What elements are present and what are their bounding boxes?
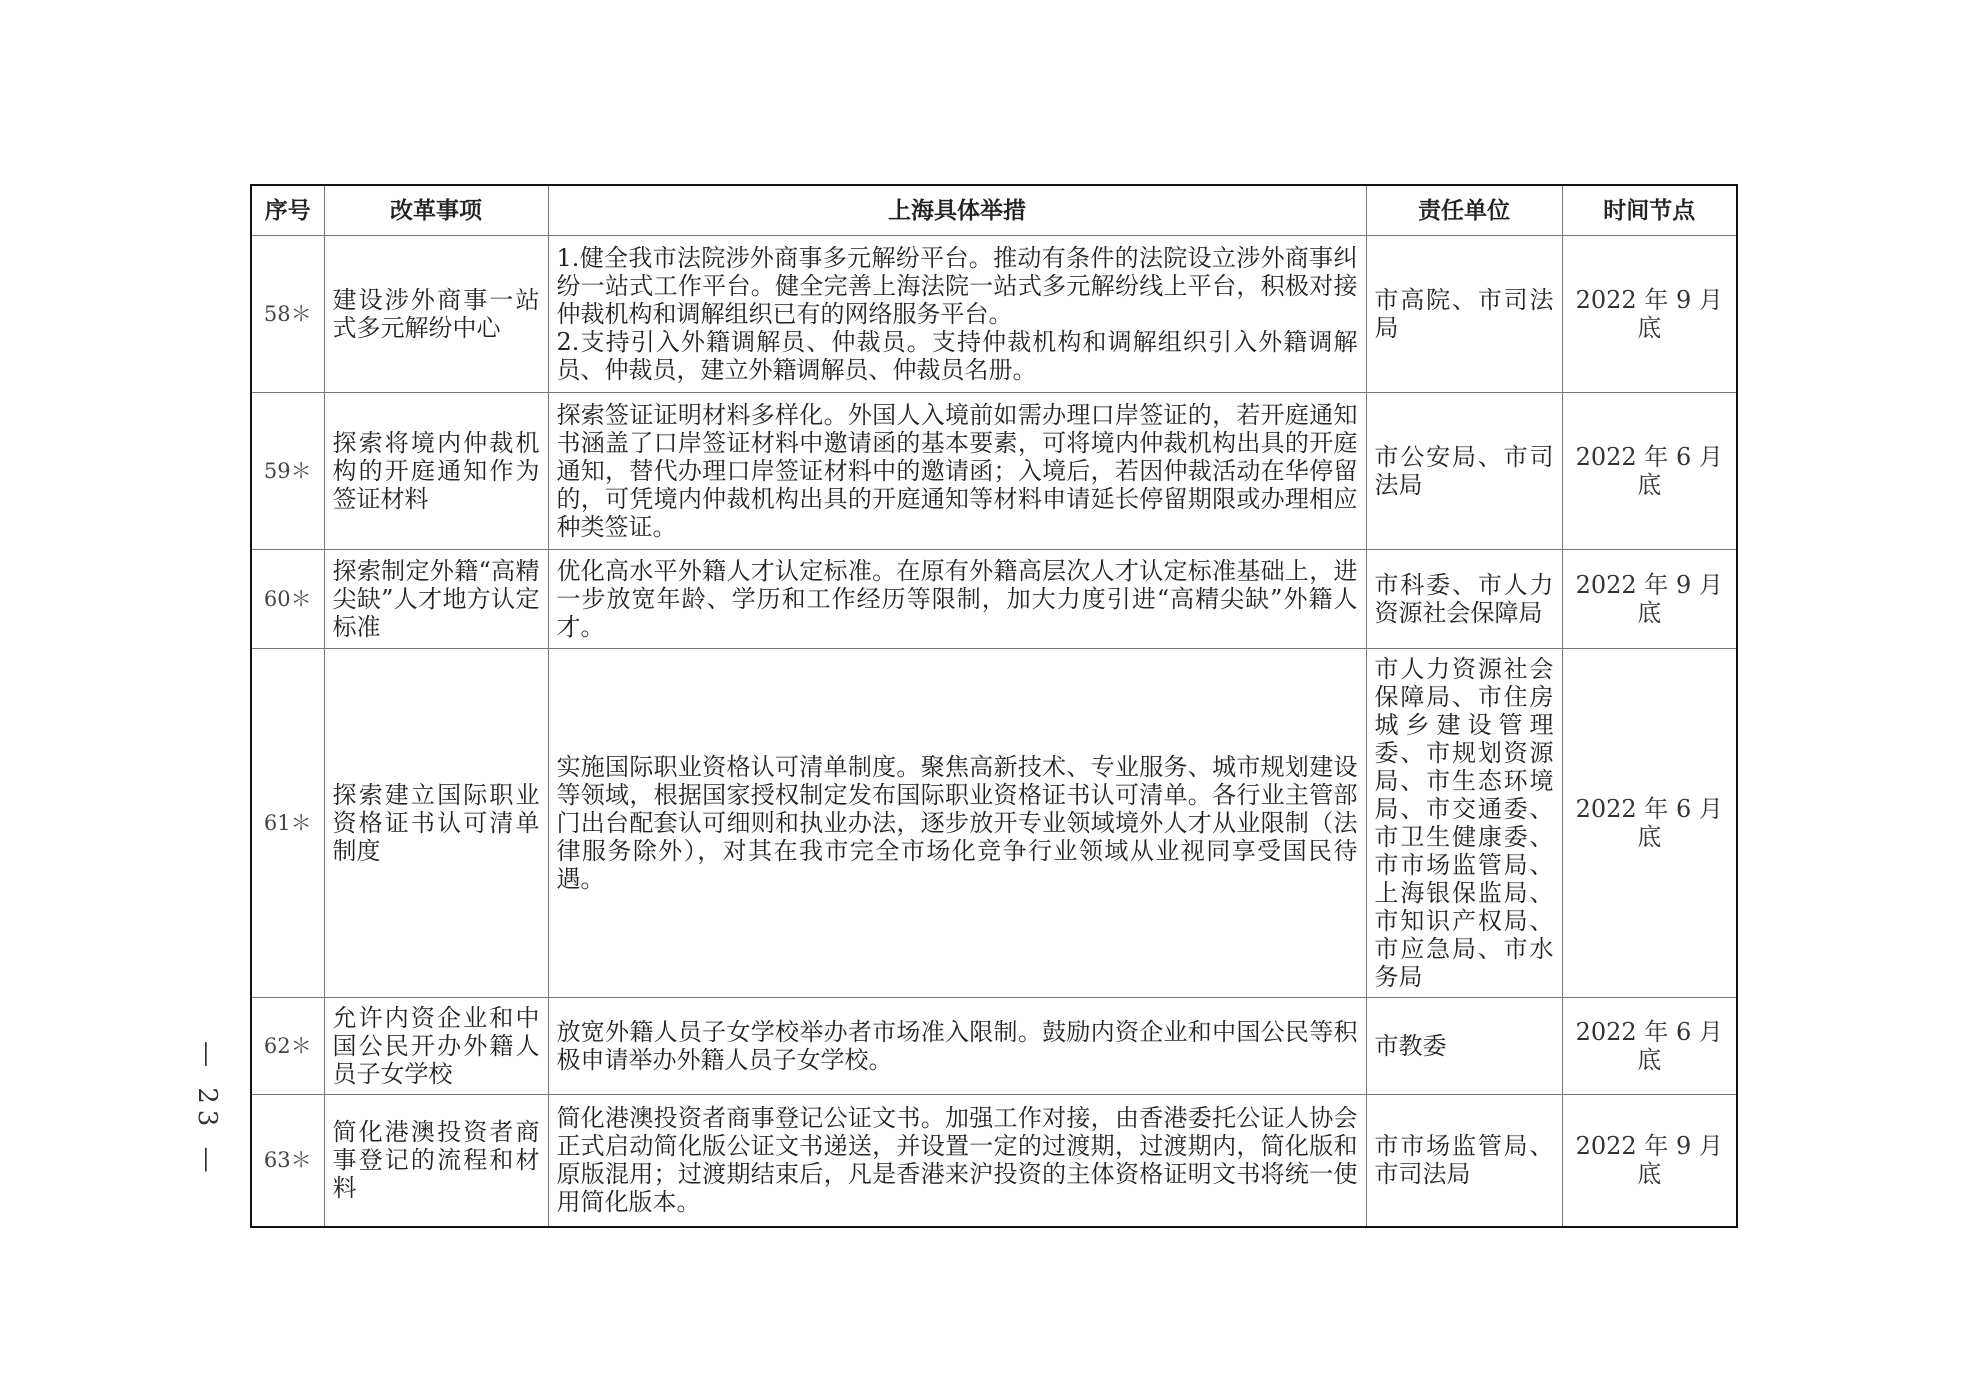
row-item: 探索制定外籍“高精尖缺”人才地方认定标准	[324, 550, 548, 649]
header-item: 改革事项	[324, 185, 548, 236]
row-measures	[548, 998, 1366, 1095]
header-seq: 序号	[251, 185, 324, 236]
row-date: 2022 年 6 月底	[1562, 649, 1737, 998]
row-unit: 市高院、市司法局	[1366, 236, 1562, 393]
measure-paragraph: 2.支持引入外籍调解员、仲裁员。支持仲裁机构和调解组织引入外籍调解员、仲裁员，建立外籍调解员、仲裁员名册。	[556, 328, 1358, 384]
row-unit: 市市场监管局、市司法局	[1366, 1095, 1562, 1227]
row-item: 简化港澳投资者商事登记的流程和材料	[324, 1095, 548, 1227]
table-row	[251, 550, 1737, 649]
table-row	[251, 649, 1737, 998]
row-measures	[548, 236, 1366, 393]
header-date: 时间节点	[1562, 185, 1737, 236]
row-seq: 58＊	[251, 236, 324, 393]
row-date: 2022 年 6 月底	[1562, 393, 1737, 550]
row-unit: 市科委、市人力资源社会保障局	[1366, 550, 1562, 649]
table-row	[251, 1095, 1737, 1227]
row-seq: 63＊	[251, 1095, 324, 1227]
row-seq: 59＊	[251, 393, 324, 550]
table-row	[251, 998, 1737, 1095]
row-date: 2022 年 9 月底	[1562, 236, 1737, 393]
measure-paragraph: 1.健全我市法院涉外商事多元解纷平台。推动有条件的法院设立涉外商事纠纷一站式工作平台。健全完善上海法院一站式多元解纷线上平台，积极对接仲裁机构和调解组织已有的网络服务平台。	[556, 244, 1358, 328]
page-number: — 23 —	[192, 1041, 222, 1179]
row-measures	[548, 649, 1366, 998]
row-date: 2022 年 6 月底	[1562, 998, 1737, 1095]
row-unit: 市人力资源社会保障局、市住房城乡建设管理委、市规划资源局、市生态环境局、市交通委、市卫生健康委、市市场监管局、上海银保监局、市知识产权局、市应急局、市水务局	[1366, 649, 1562, 998]
measure-paragraph: 放宽外籍人员子女学校举办者市场准入限制。鼓励内资企业和中国公民等积极申请举办外籍人员子女学校。	[556, 1018, 1358, 1074]
measure-paragraph: 优化高水平外籍人才认定标准。在原有外籍高层次人才认定标准基础上，进一步放宽年龄、学历和工作经历等限制，加大力度引进“高精尖缺”外籍人才。	[556, 557, 1358, 641]
table-row	[251, 393, 1737, 550]
row-unit: 市公安局、市司法局	[1366, 393, 1562, 550]
row-seq: 61＊	[251, 649, 324, 998]
header-unit: 责任单位	[1366, 185, 1562, 236]
reform-measures-table	[250, 184, 1738, 1228]
header-measures: 上海具体举措	[548, 185, 1366, 236]
table-header-row	[251, 185, 1737, 236]
table-row	[251, 236, 1737, 393]
row-unit: 市教委	[1366, 998, 1562, 1095]
row-measures	[548, 393, 1366, 550]
row-item: 探索建立国际职业资格证书认可清单制度	[324, 649, 548, 998]
row-item: 探索将境内仲裁机构的开庭通知作为签证材料	[324, 393, 548, 550]
row-date: 2022 年 9 月底	[1562, 1095, 1737, 1227]
row-measures	[548, 1095, 1366, 1227]
row-date: 2022 年 9 月底	[1562, 550, 1737, 649]
row-item: 建设涉外商事一站式多元解纷中心	[324, 236, 548, 393]
row-measures	[548, 550, 1366, 649]
measure-paragraph: 实施国际职业资格认可清单制度。聚焦高新技术、专业服务、城市规划建设等领域，根据国家授权制定发布国际职业资格证书认可清单。各行业主管部门出台配套认可细则和执业办法，逐步放开专业领域境外人才从业限制（法律服务除外），对其在我市完全市场化竞争行业领域从业视同享受国民待遇。	[556, 753, 1358, 893]
row-item: 允许内资企业和中国公民开办外籍人员子女学校	[324, 998, 548, 1095]
row-seq: 62＊	[251, 998, 324, 1095]
row-seq: 60＊	[251, 550, 324, 649]
measure-paragraph: 探索签证证明材料多样化。外国人入境前如需办理口岸签证的，若开庭通知书涵盖了口岸签证材料中邀请函的基本要素，可将境内仲裁机构出具的开庭通知，替代办理口岸签证材料中的邀请函；入境后，若因仲裁活动在华停留的，可凭境内仲裁机构出具的开庭通知等材料申请延长停留期限或办理相应种类签证。	[556, 401, 1358, 541]
measure-paragraph: 简化港澳投资者商事登记公证文书。加强工作对接，由香港委托公证人协会正式启动简化版公证文书递送，并设置一定的过渡期，过渡期内，简化版和原版混用；过渡期结束后，凡是香港来沪投资的主体资格证明文书将统一使用简化版本。	[556, 1104, 1358, 1217]
